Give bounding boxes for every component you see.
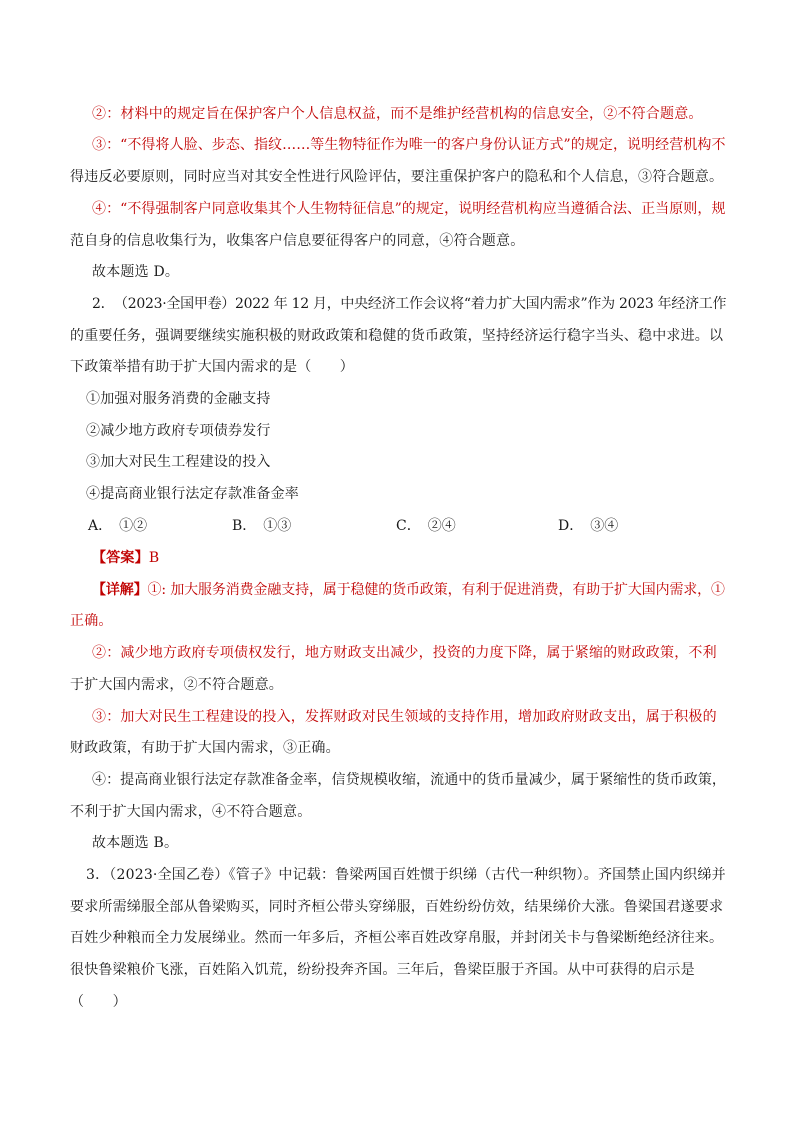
answer-tag: 【答案】 [92, 550, 149, 566]
q1-analysis-4b: 范自身的信息收集行为，收集客户信息要征得客户的同意，④符合题意。 [70, 233, 525, 249]
q1-conclusion: 故本题选 D。 [92, 264, 180, 280]
q2-stem-line2: 的重要任务，强调要继续实施积极的财政政策和稳健的货币政策，坚持经济运行稳字当头、稳中求进。以 [70, 328, 724, 344]
q1-analysis-2: ②：材料中的规定旨在保护客户个人信息权益，而不是维护经营机构的信息安全，②不符合题意。 [92, 106, 703, 122]
q2-detail-3a: ③：加大对民生工程建设的投入，发挥财政对民生领域的支持作用，增加政府财政支出，属于积极的 [92, 709, 717, 725]
answer-value: B [148, 550, 160, 566]
q2-item-3: ③加大对民生工程建设的投入 [86, 454, 271, 470]
q2-option-b: B． ①③ [232, 518, 292, 534]
q2-detail-2a: ②：减少地方政府专项债权发行，地方财政支出减少，投资的力度下降，属于紧缩的财政政策，不利 [92, 645, 717, 661]
q2-conclusion: 故本题选 B。 [92, 835, 179, 851]
q2-detail-2b: 于扩大国内需求，②不符合题意。 [70, 677, 283, 693]
q2-answer [92, 548, 159, 568]
q2-item-1: ①加强对服务消费的金融支持 [86, 391, 271, 407]
q2-detail-4b: 不利于扩大国内需求，④不符合题意。 [70, 804, 312, 820]
q2-detail-1b: 正确。 [70, 613, 113, 629]
q2-stem-line1: 2． （2023·全国甲卷）2022 年 12 月，中央经济工作会议将“着力扩大国内需求”作为 2023 年经济工作 [92, 296, 727, 312]
q2-item-4: ④提高商业银行法定存款准备金率 [86, 486, 299, 502]
q1-analysis-3a: ③：“不得将人脸、步态、指纹……等生物特征作为唯一的客户身份认证方式”的规定，说明经营机构不 [92, 137, 726, 153]
q2-detail-1a [92, 580, 725, 600]
detail-1a-text: ①: 加大服务消费金融支持，属于稳健的货币政策，有利于促进消费，有助于扩大国内需求，① [147, 582, 725, 598]
q2-stem-line3: 下政策举措有助于扩大国内需求的是（ ） [70, 359, 354, 375]
q1-analysis-4a: ④：“不得强制客户同意收集其个人生物特征信息”的规定，说明经营机构应当遵循合法、正当原则，规 [92, 201, 726, 217]
q1-analysis-3b: 得违反必要原则，同时应当对其安全性进行风险评估，要注重保护客户的隐私和个人信息，③符合题意。 [70, 169, 724, 185]
q2-item-2: ②减少地方政府专项债券发行 [86, 423, 271, 439]
q2-detail-3b: 财政政策，有助于扩大国内需求，③正确。 [70, 740, 340, 756]
q3-stem-line2: 要求所需绨服全部从鲁梁购买，同时齐桓公带头穿绨服，百姓纷纷仿效，结果绨价大涨。鲁梁国君遂要求 [70, 899, 724, 915]
q3-stem-line3: 百姓少种粮而全力发展绨业。然而一年多后，齐桓公率百姓改穿帛服，并封闭关卡与鲁梁断绝经济往来。 [70, 930, 724, 946]
detail-tag: 【详解】 [92, 582, 148, 598]
q2-option-a: A． ①② [88, 518, 148, 534]
q2-detail-4a: ④：提高商业银行法定存款准备金率，信贷规模收缩，流通中的货币量减少，属于紧缩性的货币政策， [92, 772, 726, 788]
q3-stem-line4: 很快鲁梁粮价飞涨，百姓陷入饥荒，纷纷投奔齐国。三年后，鲁梁臣服于齐国。从中可获得的启示是 [70, 962, 695, 978]
q2-option-d: D． ③④ [558, 518, 619, 534]
q3-stem-line1: 3．（2023·全国乙卷）《管子》中记载：鲁梁两国百姓惯于织绨（古代一种织物）。齐国禁止国内织绨并 [86, 867, 726, 883]
q2-option-c: C． ②④ [396, 518, 456, 534]
q3-stem-line5: （ ） [70, 994, 127, 1010]
